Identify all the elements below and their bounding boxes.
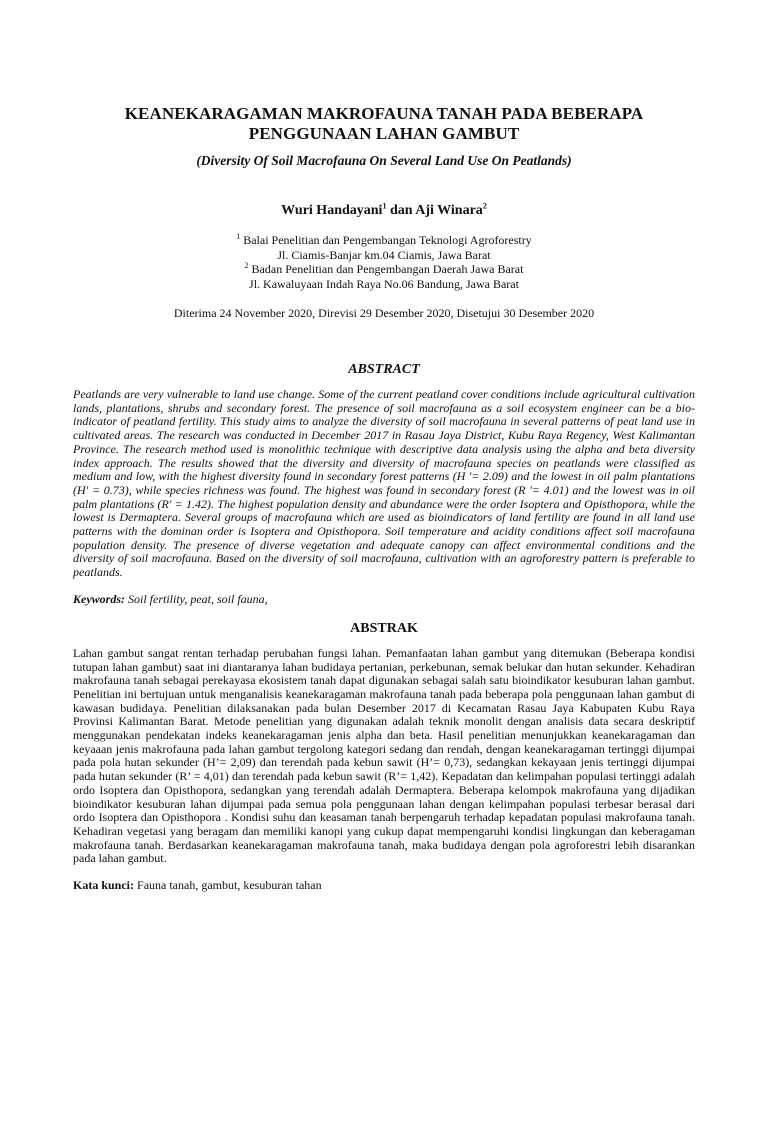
keywords-text: Soil fertility, peat, soil fauna, xyxy=(125,591,268,606)
kata-kunci xyxy=(73,878,695,892)
affiliation-text: Jl. Kawaluyaan Indah Raya No.06 Bandung, Jawa Barat xyxy=(249,276,519,291)
affiliation-line xyxy=(73,262,695,277)
author-1-affil-mark: 1 xyxy=(382,201,387,211)
author-1: Wuri Handayani xyxy=(281,203,383,218)
affiliation-text: Balai Penelitian dan Pengembangan Teknologi Agroforestry xyxy=(243,233,532,247)
affiliation-mark: 1 xyxy=(236,232,241,241)
author-2-affil-mark: 2 xyxy=(482,201,487,211)
paper-subtitle: (Diversity Of Soil Macrofauna On Several Land Use On Peatlands) xyxy=(196,153,572,168)
affiliation-line xyxy=(73,233,695,248)
paper-page xyxy=(0,104,768,1128)
submission-dates: Diterima 24 November 2020, Direvisi 29 Desember 2020, Disetujui 30 Desember 2020 xyxy=(173,306,595,320)
affiliations xyxy=(73,233,695,291)
paper-title xyxy=(73,104,695,144)
affiliation-line xyxy=(73,277,695,292)
kata-kunci-text: Fauna tanah, gambut, kesuburan tahan xyxy=(134,878,322,893)
affiliation-mark: 2 xyxy=(244,261,249,270)
title-line-2: PENGGUNAAN LAHAN GAMBUT xyxy=(248,124,520,143)
title-line-1: KEANEKARAGAMAN MAKROFAUNA TANAH PADA BEBERAPA xyxy=(124,104,644,123)
affiliation-text: Jl. Ciamis-Banjar km.04 Ciamis, Jawa Barat xyxy=(277,247,491,262)
abstract-heading: ABSTRACT xyxy=(348,362,420,377)
affiliation-text: Badan Penelitian dan Pengembangan Daerah Jawa Barat xyxy=(251,262,524,276)
abstrak-text: Lahan gambut sangat rentan terhadap perubahan fungsi lahan. Pemanfaatan lahan gambut yang ditemukan (Beberapa kondisi tutupan lahan gambut) saat ini diantaranya lahan budidaya pertanian, perkebunan, semak belukar dan hutan sekunder. Kehadiran makrofauna tanah sebagai perekayasa ekosistem tanah dapat digunakan sebagai salah satu bioindikator kesuburan lahan gambut. Penelitian ini bertujuan untuk menganalisis keanekaragaman makrofauna tanah pada beberapa pola penggunaan lahan gambut di kawasan budidaya. Penelitian dilaksanakan pada bulan Desember 2017 di Kecamatan Rasau Jaya Kabupaten Kubu Raya Provinsi Kalimantan Barat. Metode penelitian yang digunakan adalah teknik monolit dengan analisis data secara deskriptif menggunakan pendekatan indeks keanekaragaman jenis alpha dan beta. Hasil penelitian menunjukkan keanekaragaman dan keyaaan jenis makrofauna pada lahan gambut tergolong kategori sedang dan rendah, dengan keanekaragaman tertinggi dijumpai pada pola hutan sekunder (H’= 2,09) dan terendah pada kebun sawit (H’= 0,73), sedangkan kekayaan jenis tertinggi dijumpai pada hutan sekunder (R’ = 4,01) dan terendah pada kebun sawit (R’= 1,42). Kepadatan dan kelimpahan populasi tertinggi adalah ordo Isoptera dan Opisthopora, sedangkan yang terendah adalah Dermaptera. Beberapa kelompok makrofauna yang dijadikan bioindikator kesuburan lahan dijumpai pada semua pola penggunaan lahan dengan kelimpahan populasi terbesar berasal dari ordo Isoptera dan Opisthopora . Kondisi suhu dan keasaman tanah berpengaruh terhadap kepadatan populasi makrofauna tanah. Kehadiran vegetasi yang beragam dan memiliki kanopi yang cukup dapat mempengaruhi kondisi lingkungan dan keberagaman makrofauna tanah. Berdasarkan keanekaragaman makrofauna tanah, maka budidaya dengan pola agroforestri lebih disarankan pada lahan gambut. xyxy=(73,645,695,866)
affiliation-line xyxy=(73,248,695,263)
abstract-text: Peatlands are very vulnerable to land use change. Some of the current peatland cover conditions include agricultural cultivation lands, plantations, shrubs and secondary forest. The presence of soil macrofauna as a soil ecosystem engineer can be a bio-indicator of peatland fertility. This study aims to analyze the diversity of soil macrofauna in several patterns of peat land use in cultivated areas. The research was conducted in December 2017 in Rasau Jaya District, Kubu Raya Regency, West Kalimantan Province. The research method used is monolithic technique with descriptive data analysis using the alpha and beta diversity index approach. The results showed that the diversity and diversity of macrofauna species on peatlands were classified as medium and low, with the highest diversity found in secondary forest patterns (H '= 2.09) and the lowest in oil palm plantations (H' = 0.73), while species richness was found. The highest was found in secondary forest (R '= 4.01) and the lowest was in oil palm plantations (R' = 1.42). The highest population density and abundance were the order Isoptera and Opisthopora, while the lowest is Dermaptera. Several groups of macrofauna which are used as bioindicators of land fertility are found in all land use patterns with the dominan order is Isoptera and Opisthopora. Soil temperature and acidity conditions affect soil macrofauna population density. The presence of diverse vegetation and adequate canopy can affect environmental conditions and the diversity of soil macrofauna. Based on the diversity of soil macrofauna, cultivation with an agroforestry pattern is preferable to peatlands. xyxy=(73,387,695,580)
kata-kunci-label: Kata kunci: xyxy=(73,878,135,893)
abstrak-heading: ABSTRAK xyxy=(350,620,418,636)
author-2: dan Aji Winara xyxy=(386,203,483,218)
keywords xyxy=(73,592,695,606)
author-line xyxy=(73,202,695,220)
keywords-label: Keywords: xyxy=(73,591,125,606)
